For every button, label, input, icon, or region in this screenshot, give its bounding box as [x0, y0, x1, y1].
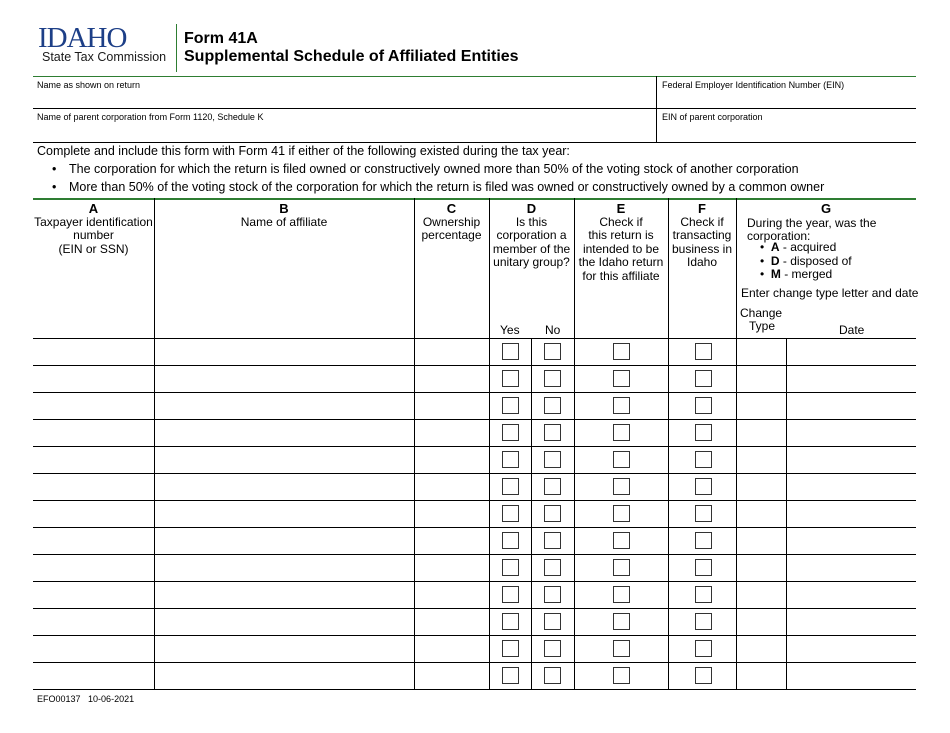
transacting-business-checkbox[interactable]	[695, 505, 712, 522]
unitary-yes-checkbox[interactable]	[502, 397, 519, 414]
form-title: Supplemental Schedule of Affiliated Entities	[184, 48, 519, 65]
unitary-no-checkbox[interactable]	[544, 478, 561, 495]
change-type-list	[760, 241, 852, 282]
col-e-line: this return is	[588, 228, 654, 242]
unitary-no-checkbox[interactable]	[544, 667, 561, 684]
col-f-line: business in	[671, 241, 733, 256]
idaho-logo	[38, 22, 174, 66]
idaho-return-checkbox[interactable]	[613, 559, 630, 576]
bullet-text: More than 50% of the voting stock of the corporation for which the return is filed was owned or constructively owned by a common owner	[69, 180, 825, 194]
row-divider	[33, 689, 916, 690]
row-divider	[33, 392, 916, 393]
col-g-type-label: Type	[749, 319, 776, 333]
col-d-line: unitary group?	[493, 255, 570, 269]
idaho-return-checkbox[interactable]	[613, 370, 630, 387]
row-divider	[33, 338, 916, 339]
form-number: Form 41A	[184, 30, 258, 47]
unitary-yes-checkbox[interactable]	[502, 478, 519, 495]
col-c-line: percentage	[421, 228, 482, 242]
row-divider	[33, 527, 916, 528]
col-a-line: number	[73, 228, 114, 242]
col-a-letter: A	[88, 201, 99, 216]
unitary-yes-checkbox[interactable]	[502, 451, 519, 468]
form-footer	[37, 694, 134, 704]
col-f-line: transacting	[672, 228, 732, 242]
col-divider	[489, 198, 490, 689]
col-e-letter: E	[616, 201, 626, 216]
col-divider	[668, 198, 669, 689]
transacting-business-checkbox[interactable]	[695, 343, 712, 360]
col-g-change-label: Change	[740, 306, 783, 320]
col-f-header	[668, 202, 736, 270]
row-divider	[33, 608, 916, 609]
idaho-return-checkbox[interactable]	[613, 424, 630, 441]
change-desc: - acquired	[779, 240, 837, 254]
unitary-no-checkbox[interactable]	[544, 532, 561, 549]
unitary-yes-checkbox[interactable]	[502, 559, 519, 576]
unitary-yes-checkbox[interactable]	[502, 505, 519, 522]
transacting-business-checkbox[interactable]	[695, 640, 712, 657]
col-f-line: Check if	[680, 214, 724, 229]
unitary-no-checkbox[interactable]	[544, 640, 561, 657]
parent-name-field[interactable]: Name of parent corporation from Form 1120, Schedule K	[37, 112, 264, 122]
row-divider	[33, 446, 916, 447]
change-code: M	[770, 267, 781, 281]
col-divider	[736, 198, 737, 689]
unitary-no-checkbox[interactable]	[544, 343, 561, 360]
col-d-yes-label: Yes	[500, 323, 520, 337]
row-divider	[33, 365, 916, 366]
logo-divider	[176, 24, 177, 72]
change-desc: - merged	[780, 267, 833, 281]
col-d-no-label: No	[545, 323, 561, 337]
header-divider	[33, 108, 916, 109]
col-e-line: for this affiliate	[582, 268, 660, 283]
col-a-header	[33, 202, 154, 256]
col-d-letter: D	[526, 201, 537, 216]
col-f-letter: F	[698, 201, 706, 216]
col-d-line: corporation a	[496, 228, 567, 242]
transacting-business-checkbox[interactable]	[695, 478, 712, 495]
idaho-return-checkbox[interactable]	[613, 505, 630, 522]
col-a-line: (EIN or SSN)	[58, 241, 129, 256]
instruction-bullet-2	[52, 180, 824, 194]
col-d-line: Is this	[515, 214, 548, 229]
col-e-line: intended to be	[582, 241, 660, 256]
bullet-mark: •	[52, 162, 57, 176]
col-a-line: Taxpayer identification	[34, 214, 153, 229]
header-bottom-line	[33, 142, 916, 143]
unitary-no-checkbox[interactable]	[544, 559, 561, 576]
form-code: EFO00137	[37, 694, 81, 704]
col-e-header	[574, 202, 668, 283]
row-divider	[33, 500, 916, 501]
table-top-border	[33, 198, 916, 200]
change-type-item: • A - acquired	[760, 240, 837, 254]
bullet-text: The corporation for which the return is filed owned or constructively owned more than 50% of the voting stock of another corporation	[69, 162, 799, 176]
unitary-yes-checkbox[interactable]	[502, 424, 519, 441]
change-type-item: • D - disposed of	[760, 253, 852, 268]
col-c-line: Ownership	[422, 214, 481, 229]
unitary-no-checkbox[interactable]	[544, 397, 561, 414]
idaho-return-checkbox[interactable]	[613, 397, 630, 414]
transacting-business-checkbox[interactable]	[695, 451, 712, 468]
col-e-line: the Idaho return	[578, 255, 664, 269]
idaho-return-checkbox[interactable]	[613, 451, 630, 468]
transacting-business-checkbox[interactable]	[695, 667, 712, 684]
unitary-no-checkbox[interactable]	[544, 613, 561, 630]
idaho-return-checkbox[interactable]	[613, 343, 630, 360]
change-desc: - disposed of	[779, 253, 852, 268]
col-e-line: Check if	[599, 214, 643, 229]
change-type-item: • M - merged	[760, 267, 833, 281]
unitary-yes-checkbox[interactable]	[502, 370, 519, 387]
unitary-no-checkbox[interactable]	[544, 370, 561, 387]
idaho-return-checkbox[interactable]	[613, 532, 630, 549]
col-b-letter: B	[279, 201, 289, 216]
form-revision-date: 10-06-2021	[88, 694, 135, 704]
logo-subtitle: State Tax Commission	[42, 50, 167, 64]
col-f-line: Idaho	[686, 255, 718, 269]
transacting-business-checkbox[interactable]	[695, 424, 712, 441]
row-divider	[33, 635, 916, 636]
idaho-return-checkbox[interactable]	[613, 613, 630, 630]
row-divider	[33, 581, 916, 582]
parent-ein-field[interactable]: EIN of parent corporation	[662, 112, 763, 122]
col-d-line: member of the	[492, 241, 571, 256]
idaho-return-checkbox[interactable]	[613, 667, 630, 684]
col-divider	[414, 198, 415, 689]
unitary-yes-checkbox[interactable]	[502, 532, 519, 549]
row-divider	[33, 473, 916, 474]
col-g-letter: G	[820, 201, 832, 216]
name-on-return-field[interactable]: Name as shown on return	[37, 80, 141, 90]
idaho-return-checkbox[interactable]	[613, 640, 630, 657]
change-code: D	[770, 253, 780, 268]
col-g-enter-instruction: Enter change type letter and date	[741, 286, 919, 300]
col-g-line: During the year, was the	[747, 216, 877, 230]
row-divider	[33, 419, 916, 420]
change-code: A	[770, 240, 780, 254]
row-divider	[33, 554, 916, 555]
unitary-yes-checkbox[interactable]	[502, 667, 519, 684]
bullet-mark: •	[52, 180, 57, 194]
col-c-header	[414, 202, 489, 243]
row-divider	[33, 662, 916, 663]
col-g-line: corporation:	[747, 229, 811, 243]
unitary-no-checkbox[interactable]	[544, 505, 561, 522]
unitary-yes-checkbox[interactable]	[502, 343, 519, 360]
unitary-yes-checkbox[interactable]	[502, 613, 519, 630]
instructions-intro: Complete and include this form with Form 41 if either of the following existed during the tax year:	[37, 144, 570, 158]
col-g-header	[736, 202, 916, 216]
col-g-date-label: Date	[839, 323, 865, 337]
unitary-no-checkbox[interactable]	[544, 451, 561, 468]
col-divider	[531, 338, 532, 689]
col-c-letter: C	[446, 201, 457, 216]
col-divider	[786, 338, 787, 689]
unitary-yes-checkbox[interactable]	[502, 640, 519, 657]
idaho-return-checkbox[interactable]	[613, 586, 630, 603]
transacting-business-checkbox[interactable]	[695, 532, 712, 549]
unitary-no-checkbox[interactable]	[544, 424, 561, 441]
col-b-header	[154, 202, 414, 229]
idaho-return-checkbox[interactable]	[613, 478, 630, 495]
transacting-business-checkbox[interactable]	[695, 613, 712, 630]
fein-field[interactable]: Federal Employer Identification Number (EIN)	[662, 80, 845, 90]
col-d-header	[489, 202, 574, 270]
transacting-business-checkbox[interactable]	[695, 397, 712, 414]
col-b-line: Name of affiliate	[240, 214, 328, 229]
transacting-business-checkbox[interactable]	[695, 559, 712, 576]
instruction-bullet-1	[52, 162, 799, 176]
logo-wordmark: IDAHO	[38, 22, 127, 54]
header-vertical-divider	[656, 76, 657, 142]
unitary-yes-checkbox[interactable]	[502, 586, 519, 603]
col-divider	[154, 198, 155, 689]
transacting-business-checkbox[interactable]	[695, 586, 712, 603]
transacting-business-checkbox[interactable]	[695, 370, 712, 387]
unitary-no-checkbox[interactable]	[544, 586, 561, 603]
affiliates-table	[33, 198, 919, 690]
